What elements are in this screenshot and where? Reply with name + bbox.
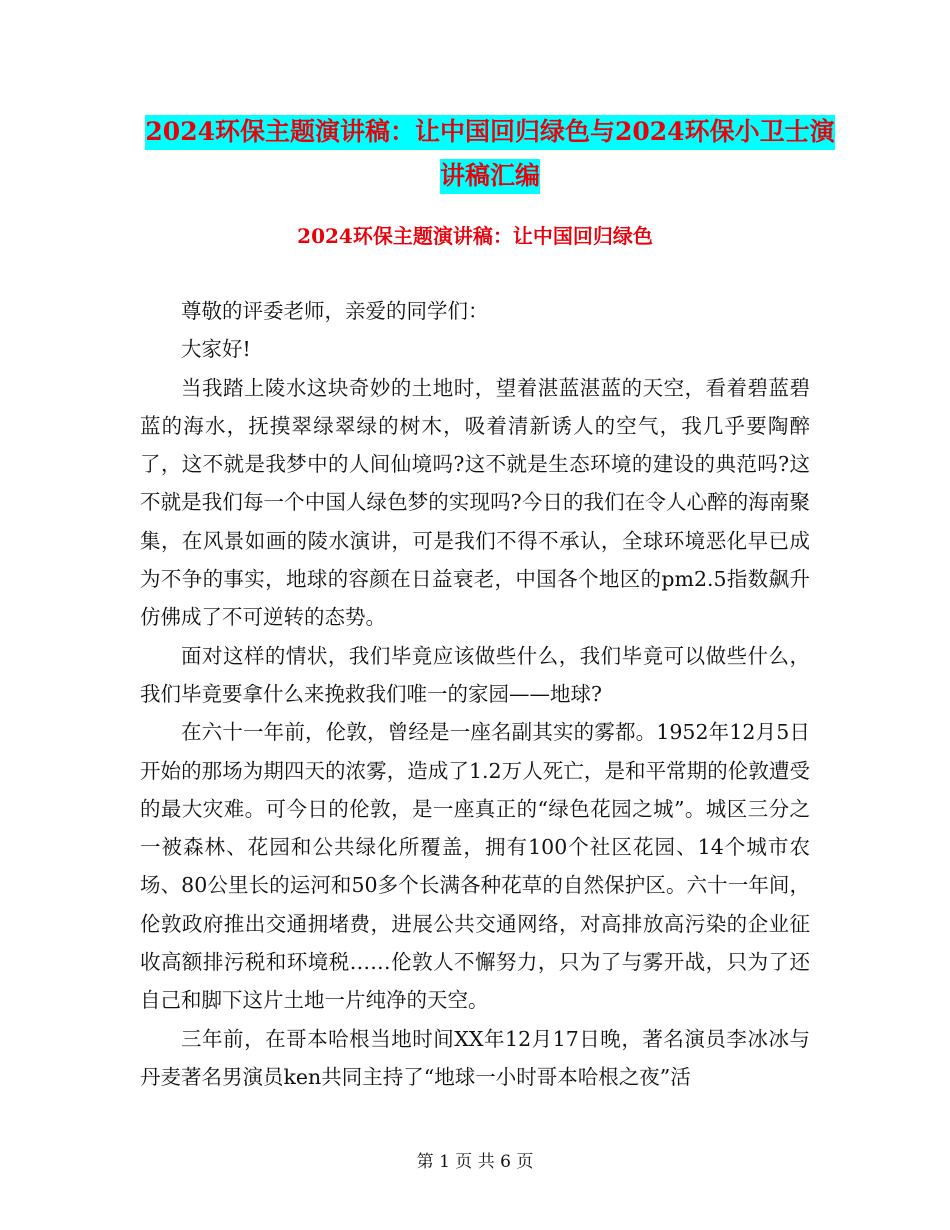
document-title (140, 110, 840, 198)
paragraph-question: 面对这样的情状，我们毕竟应该做些什么，我们毕竟可以做些什么，我们毕竟要拿什么来挽救我们唯一的家园——地球? (140, 643, 810, 706)
document-title-highlight: 2024环保主题演讲稿：让中国回归绿色与2024环保小卫士演讲稿汇编 (145, 115, 834, 194)
paragraph-copenhagen: 三年前，在哥本哈根当地时间XX年12月17日晚，著名演员李冰冰与丹麦著名男演员ken共同主持了“地球一小时哥本哈根之夜”活 (140, 1026, 810, 1089)
paragraph-salutation: 尊敬的评委老师，亲爱的同学们： (181, 299, 489, 323)
paragraph-lingshui: 当我踏上陵水这块奇妙的土地时，望着湛蓝湛蓝的天空，看着碧蓝碧蓝的海水，抚摸翠绿翠绿的树木，吸着清新诱人的空气，我几乎要陶醉了，这不就是我梦中的人间仙境吗?这不就是生态环境的建设的典范吗?这不就是我们每一个中国人绿色梦的实现吗?今日的我们在令人心醉的海南聚集，在风景如画的陵水演讲，可是我们不得不承认，全球环境恶化早已成为不争的事实，地球的容颜在日益衰老，中国各个地区的pm2.5指数飙升仿佛成了不可逆转的态势。 (140, 375, 810, 630)
paragraph-greeting: 大家好! (181, 337, 251, 362)
body-text (140, 292, 810, 1096)
paragraph-london: 在六十一年前，伦敦，曾经是一座名副其实的雾都。1952年12月5日开始的那场为期四天的浓雾，造成了1.2万人死亡，是和平常期的伦敦遭受的最大灾难。可今日的伦敦，是一座真正的“绿色花园之城”。城区三分之一被森林、花园和公共绿化所覆盖，拥有100个社区花园、14个城市农场、80公里长的运河和50多个长满各种花草的自然保护区。六十一年间，伦敦政府推出交通拥堵费，进展公共交通网络，对高排放高污染的企业征收高额排污税和环境税……伦敦人不懈努力，只为了与雾开战，只为了还自己和脚下这片土地一片纯净的天空。 (140, 720, 810, 1013)
page-footer: 第 1 页 共 6 页 (416, 1152, 534, 1172)
section-title: 2024环保主题演讲稿：让中国回归绿色 (297, 224, 653, 248)
